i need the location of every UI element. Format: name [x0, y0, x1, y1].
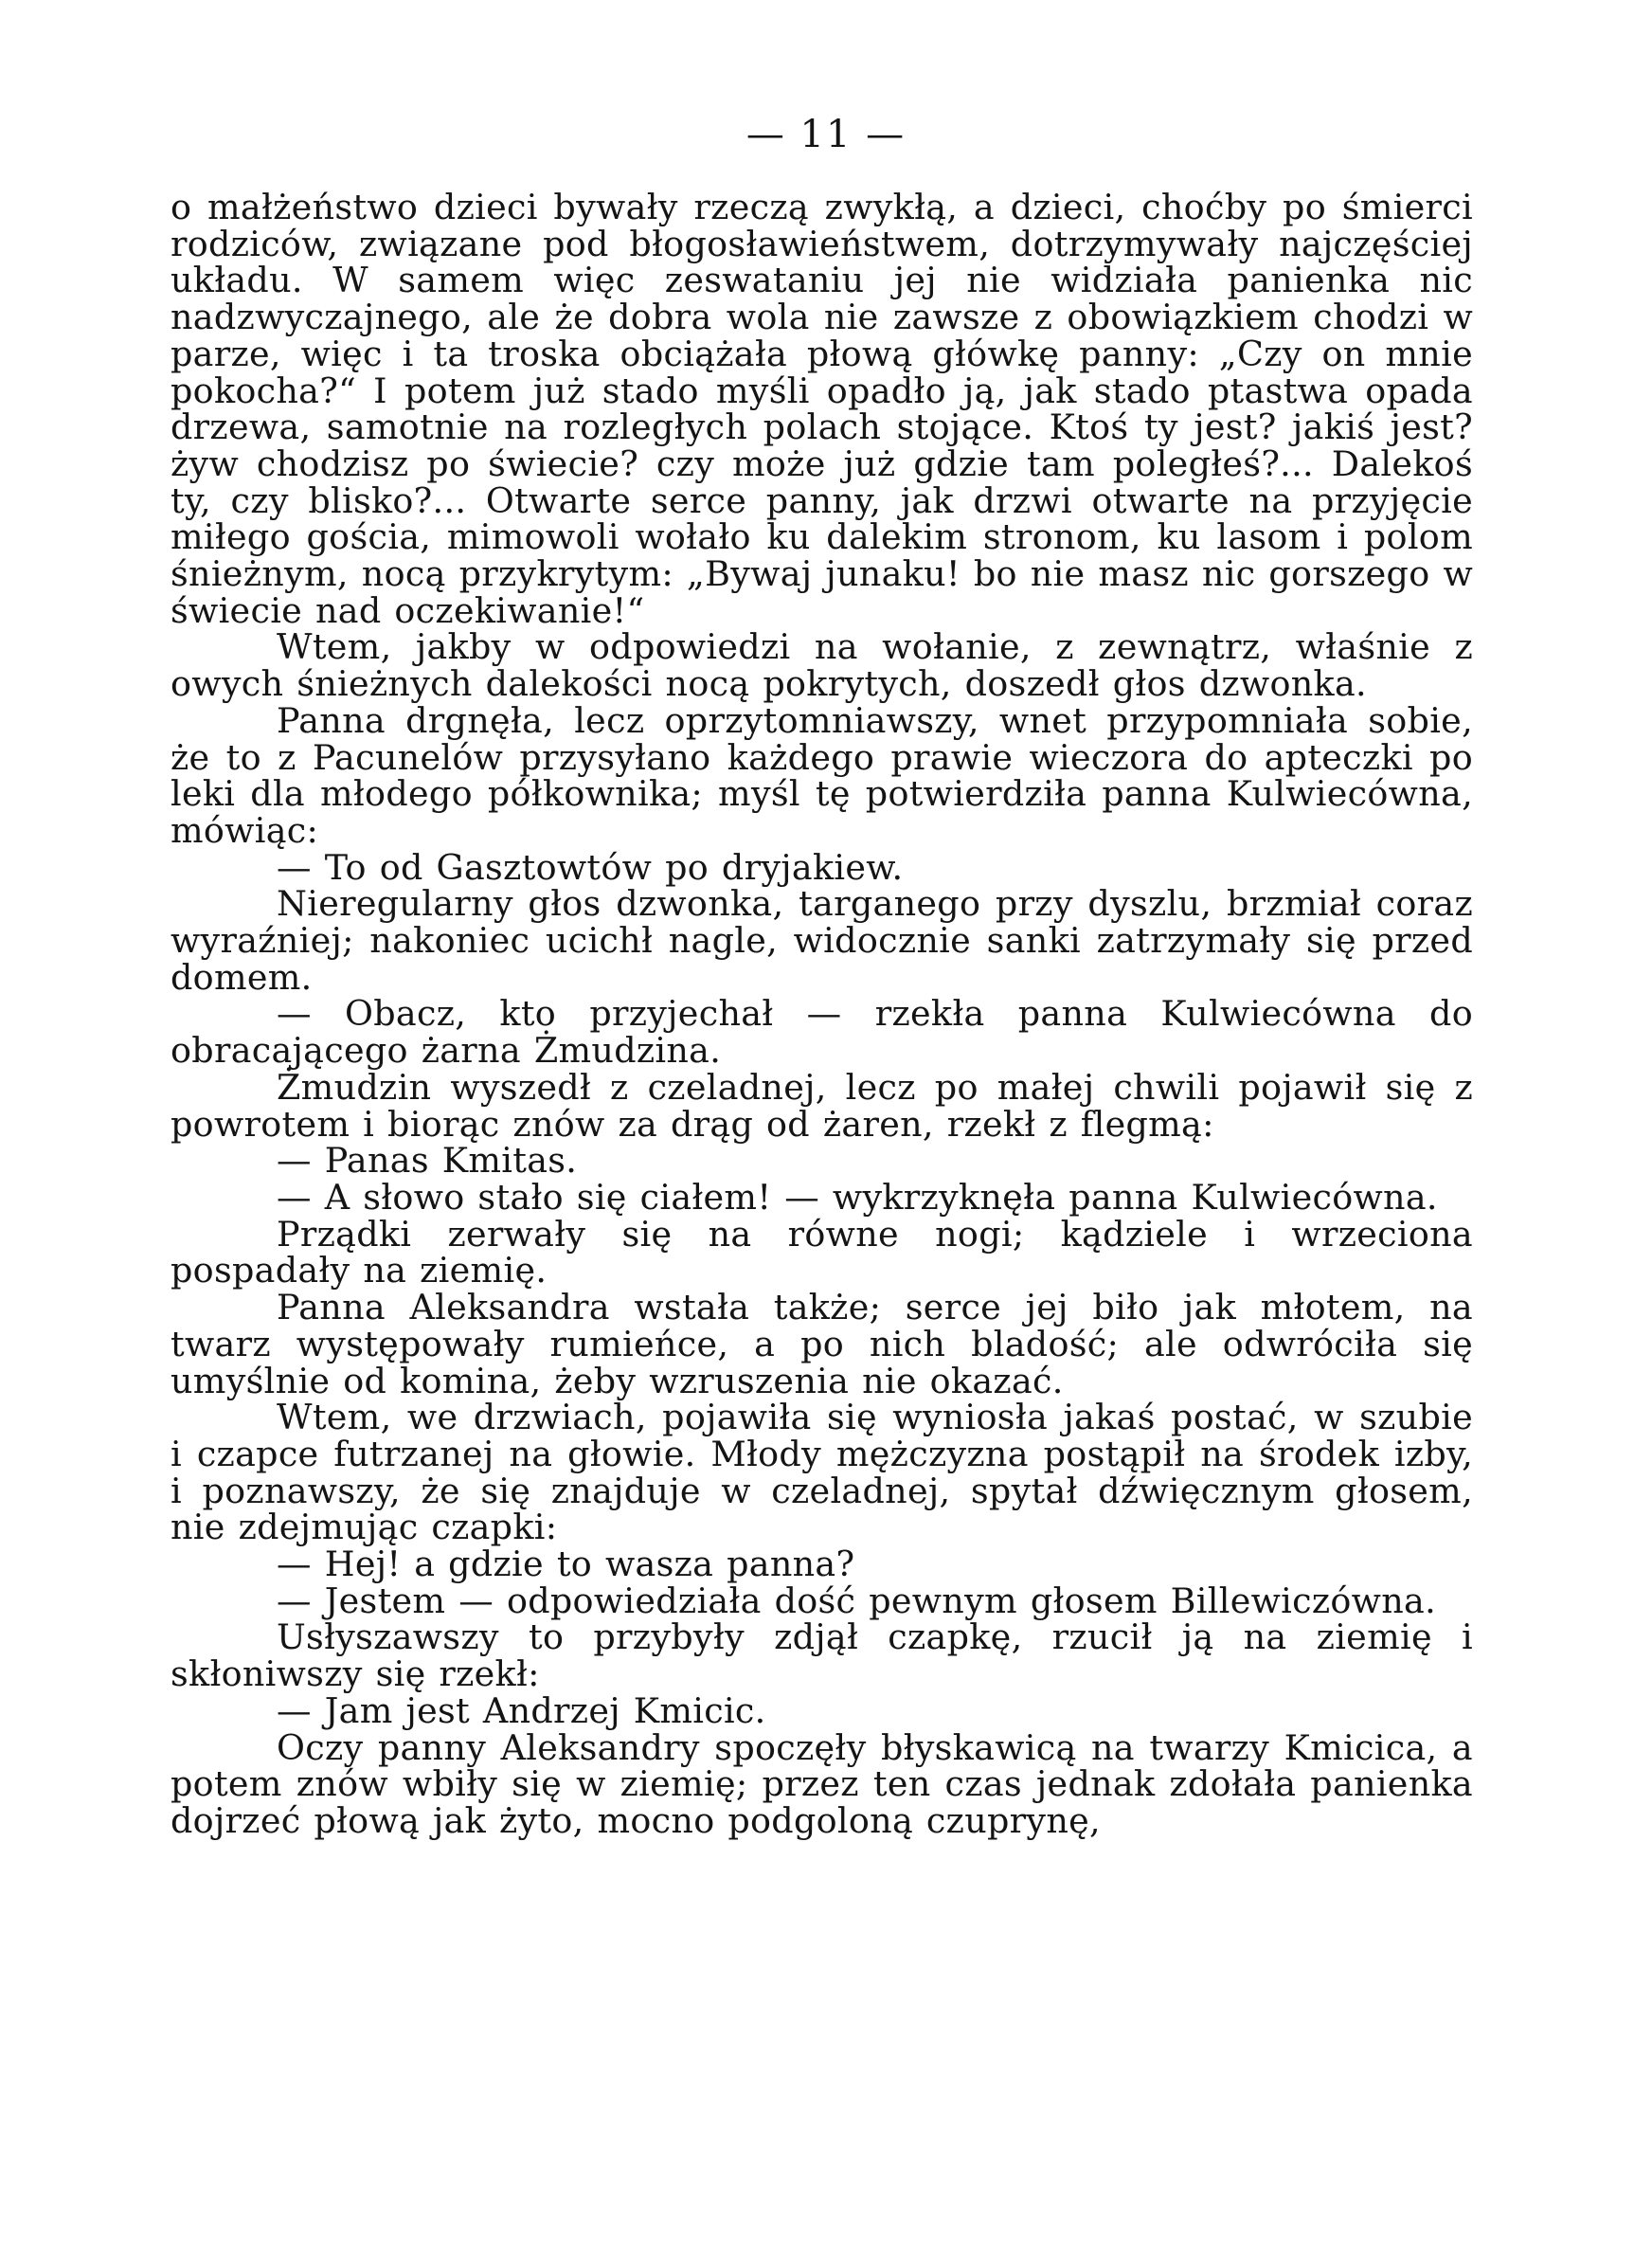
dialogue-line: — Panas Kmitas.	[277, 1140, 578, 1182]
paragraph: o małżeństwo dzieci bywały rzeczą zwykłą, a dzieci, choćby po śmierci rodziców, związane pod błogosławieństwem, dotrzymywały najczęściej układu. W samem więc zeswataniu jej nie widziała panienka nic nadzwyczajnego, ale że dobra wola nie zawsze z obowiązkiem chodzi w parze, więc i ta troska obciążała płową główkę panny: „Czy on mnie pokocha?“ I potem już stado myśli opadło ją, jak stado ptastwa opada drzewa, samotnie na rozległych polach stojące. Ktoś ty jest? jakiś jest? żyw chodzisz po świecie? czy może już gdzie tam poległeś?... Dalekoś ty, czy blisko?... Otwarte serce panny, jak drzwi otwarte na przyjęcie miłego gościa, mimowoli wołało ku dalekim stronom, ku lasom i polom śnieżnym, nocą przykrytym: „Bywaj junaku! bo nie masz nic gorszego w świecie nad oczekiwanie!“	[171, 187, 1473, 631]
paragraph: Usłyszawszy to przybyły zdjął czapkę, rzucił ją na ziemię i skłoniwszy się rzekł:	[171, 1616, 1473, 1695]
dialogue-line: — To od Gasztowtów po dryjakiew.	[277, 846, 904, 888]
paragraph: Prządki zerwały się na równe nogi; kądziele i wrzeciona pospadały na ziemię.	[171, 1213, 1473, 1291]
paragraph: Panna Aleksandra wstała także; serce jej biło jak młotem, na twarz występowały rumieńce, a po nich bladość; ale odwróciła się umyślnie od komina, żeby wzruszenia nie okazać.	[171, 1287, 1473, 1401]
paragraph: Nieregularny głos dzwonka, targanego przy dyszlu, brzmiał coraz wyraźniej; nakoniec ucichł nagle, widocznie sanki zatrzymały się przed domem.	[171, 883, 1473, 998]
paragraph: Panna drgnęła, lecz oprzytomniawszy, wnet przypomniała sobie, że to z Pacunelów przysyłano każdego prawie wieczora do apteczki po leki dla młodego półkownika; myśl tę potwierdziła panna Kulwiecówna, mówiąc:	[171, 699, 1473, 851]
dialogue-line: — Jestem — odpowiedziała dość pewnym głosem Billewiczówna.	[277, 1580, 1436, 1621]
paragraph: Oczy panny Aleksandry spoczęły błyskawicą na twarzy Kmicica, a potem znów wbiły się w ziemię; przez ten czas jednak zdołała panienka dojrzeć płową jak żyto, mocno podgoloną czuprynę,	[171, 1726, 1473, 1841]
text-block	[171, 187, 1473, 1841]
page-number: — 11 —	[745, 113, 907, 156]
dialogue-line: — Jam jest Andrzej Kmicic.	[277, 1689, 766, 1731]
dialogue-line: — Obacz, kto przyjechał — rzekła panna Kulwiecówna do obracającego żarna Żmudzina.	[171, 993, 1473, 1072]
dialogue-line: — A słowo stało się ciałem! — wykrzyknęła panna Kulwiecówna.	[277, 1176, 1438, 1218]
dialogue-line: — Hej! a gdzie to wasza panna?	[277, 1544, 855, 1585]
paragraph: Wtem, we drzwiach, pojawiła się wyniosła jakaś postać, w szubie i czapce futrzanej na głowie. Młody mężczyzna postąpił na środek izby, i poznawszy, że się znajduje w czeladnej, spytał dźwięcznym głosem, nie zdejmując czapki:	[171, 1397, 1473, 1548]
paragraph: Żmudzin wyszedł z czeladnej, lecz po małej chwili pojawił się z powrotem i biorąc znów za drąg od żaren, rzekł z flegmą:	[171, 1066, 1473, 1145]
paragraph: Wtem, jakby w odpowiedzi na wołanie, z zewnątrz, właśnie z owych śnieżnych dalekości nocą pokrytych, doszedł głos dzwonka.	[171, 626, 1473, 705]
